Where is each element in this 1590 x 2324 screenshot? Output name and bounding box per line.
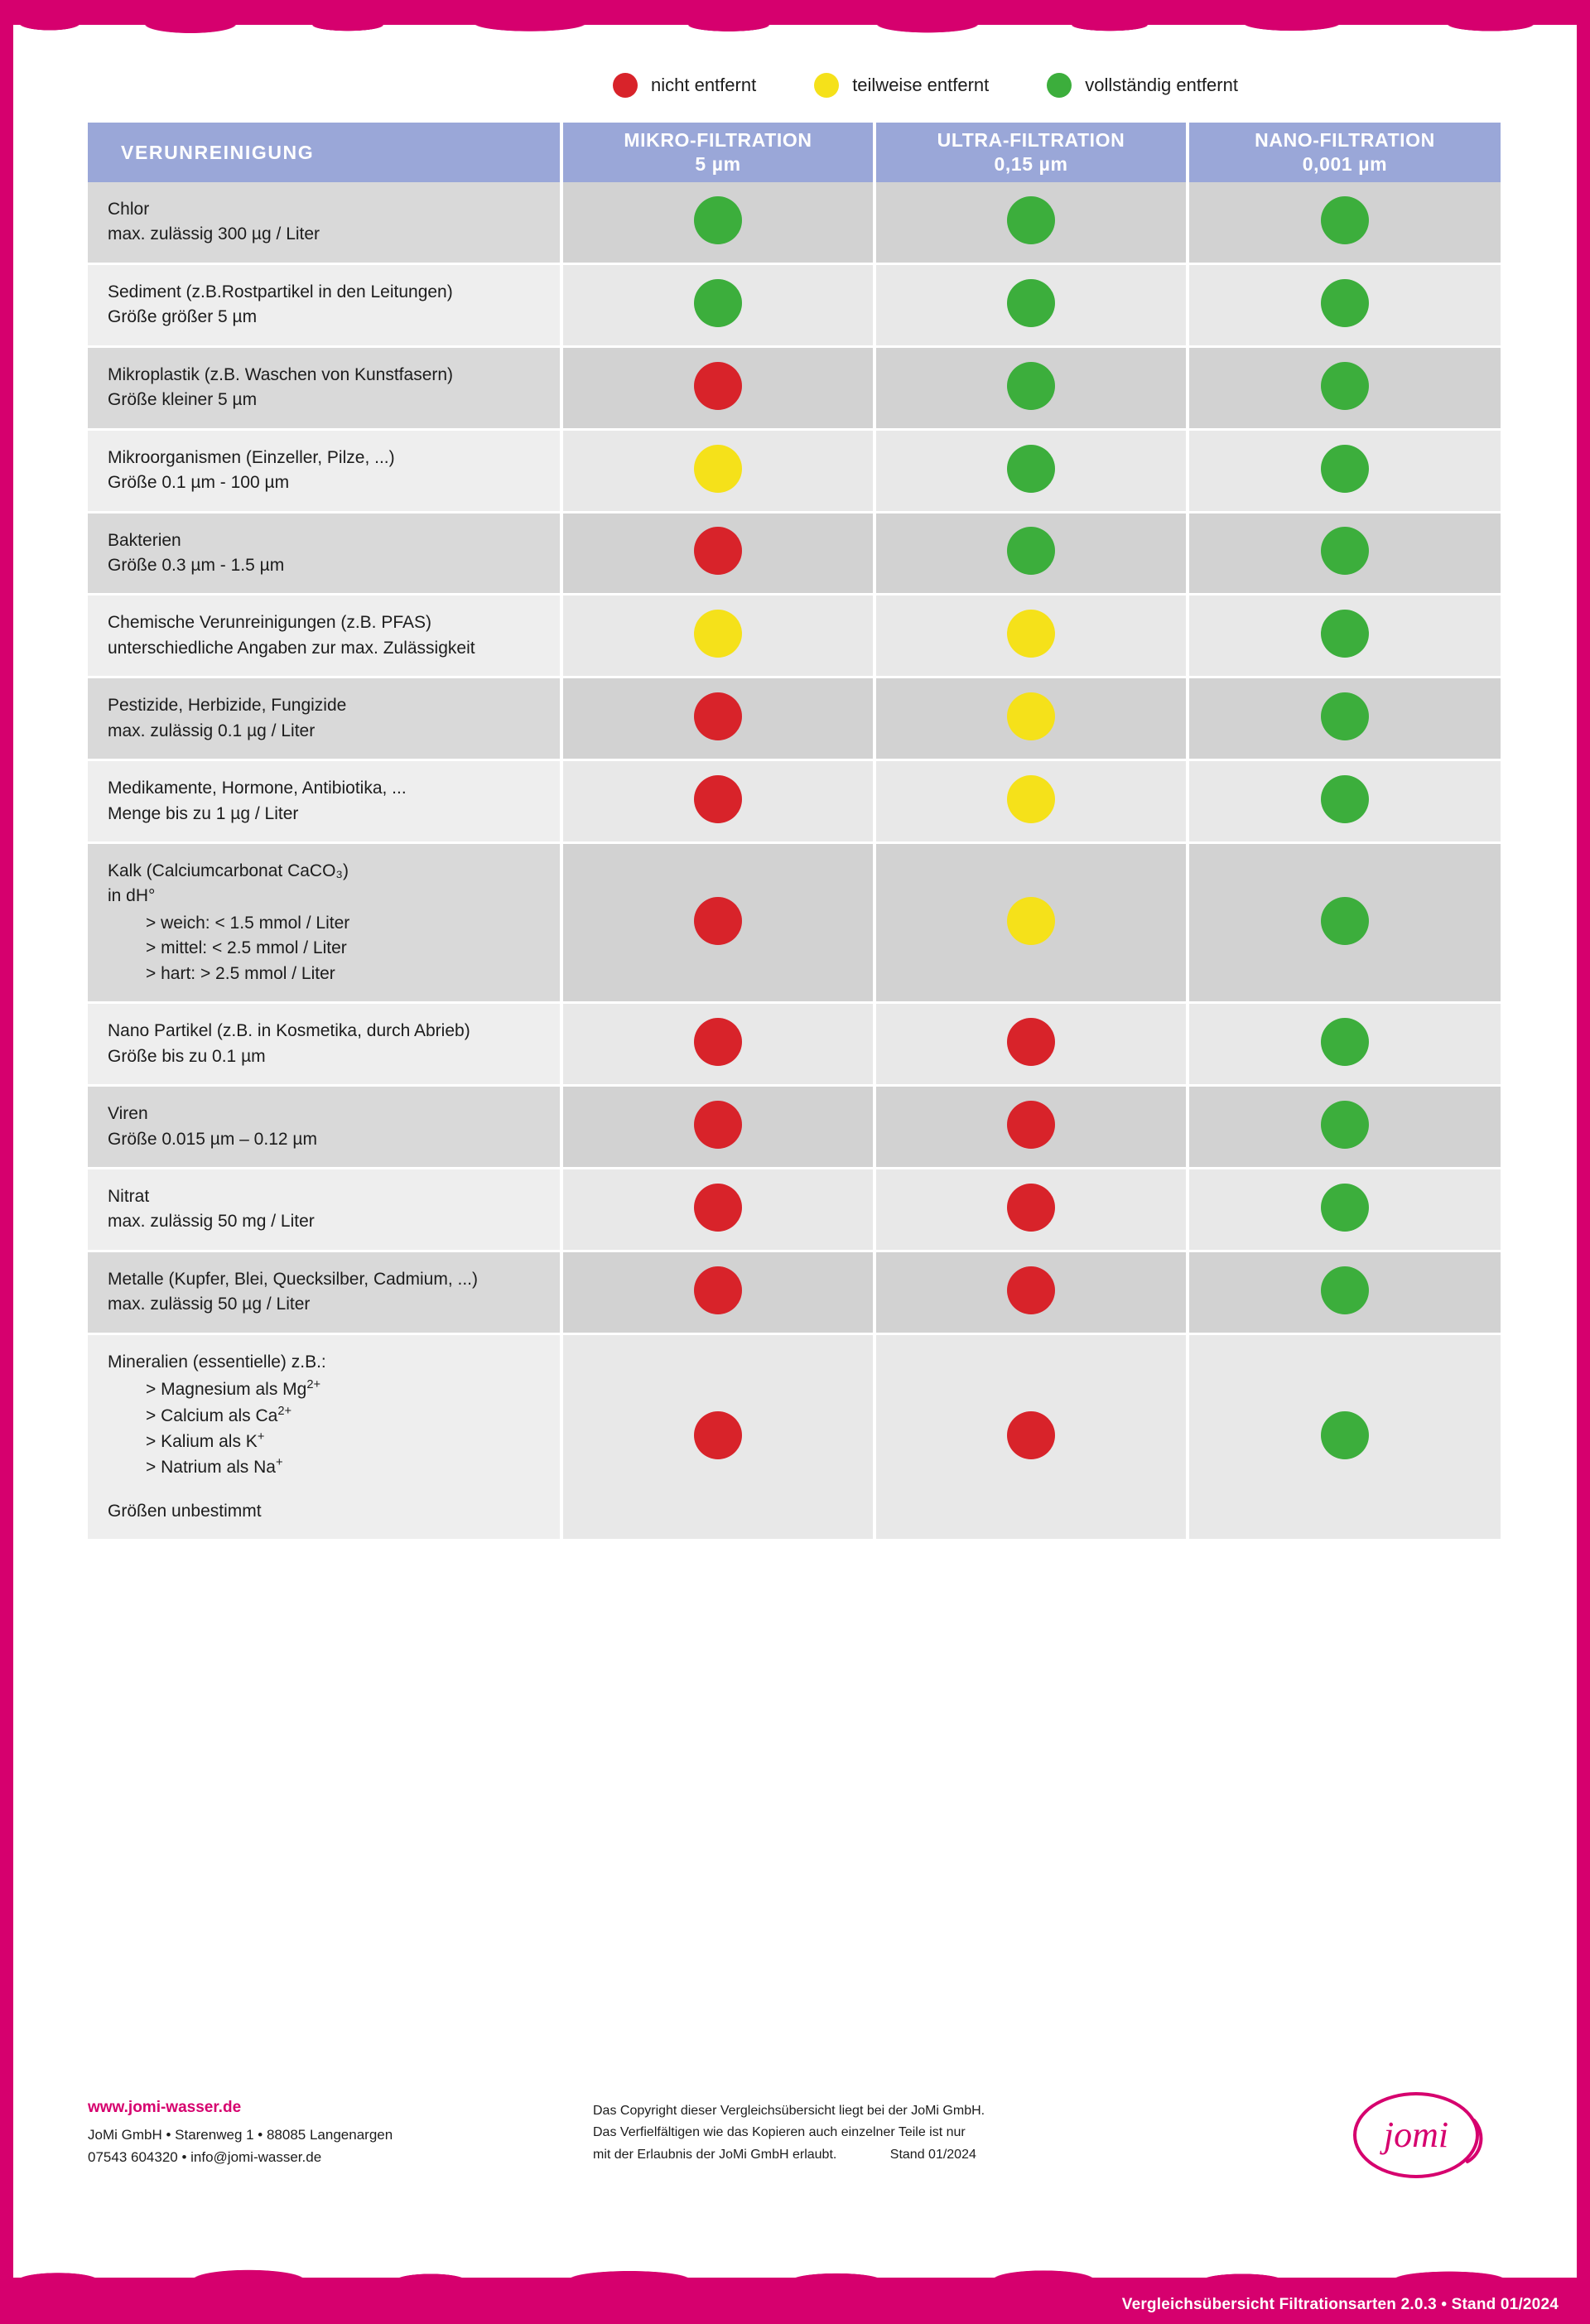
status-green-dot-icon	[694, 279, 742, 327]
status-green-dot-icon	[1007, 445, 1055, 493]
status-green-dot-icon	[1321, 1018, 1369, 1066]
status-cell-nano	[1188, 677, 1501, 760]
status-cell-nano	[1188, 1168, 1501, 1251]
legend-item-yellow	[814, 73, 989, 98]
status-cell-micro	[561, 595, 874, 677]
status-cell-nano	[1188, 595, 1501, 677]
status-cell-nano	[1188, 843, 1501, 1003]
status-cell-ultra	[874, 182, 1188, 263]
contaminant-label-cell	[88, 1086, 561, 1169]
status-cell-ultra	[874, 595, 1188, 677]
contaminant-line: Menge bis zu 1 µg / Liter	[108, 803, 299, 823]
status-red-dot-icon	[694, 527, 742, 575]
status-cell-micro	[561, 760, 874, 843]
legend-item-label: nicht entfernt	[651, 75, 757, 95]
status-cell-micro	[561, 1251, 874, 1333]
legend-red-dot-icon	[613, 73, 638, 98]
status-green-dot-icon	[1321, 445, 1369, 493]
status-cell-micro	[561, 429, 874, 512]
status-red-dot-icon	[1007, 1266, 1055, 1314]
status-green-dot-icon	[1321, 897, 1369, 945]
status-red-dot-icon	[694, 1101, 742, 1149]
status-cell-micro	[561, 1333, 874, 1540]
status-cell-ultra	[874, 1168, 1188, 1251]
legend-item-green	[1047, 73, 1238, 98]
column-header-ultra-filtration	[874, 123, 1188, 182]
status-cell-ultra	[874, 760, 1188, 843]
status-yellow-dot-icon	[1007, 775, 1055, 823]
contaminant-label-cell	[88, 1168, 561, 1251]
status-cell-ultra	[874, 263, 1188, 346]
status-green-dot-icon	[1321, 1411, 1369, 1459]
status-green-dot-icon	[1321, 610, 1369, 658]
contaminant-line: Größe bis zu 0.1 µm	[108, 1046, 266, 1066]
status-green-dot-icon	[1321, 1184, 1369, 1232]
contaminant-sublist	[146, 1377, 540, 1481]
table-header-row	[88, 123, 1501, 182]
status-cell-nano	[1188, 346, 1501, 429]
footer-copyright-line3-row	[593, 2144, 1173, 2166]
contaminant-label-cell	[88, 677, 561, 760]
status-green-dot-icon	[1007, 196, 1055, 244]
table-row	[88, 1003, 1501, 1086]
table-body	[88, 182, 1501, 1540]
contaminant-line: Sediment (z.B.Rostpartikel in den Leitungen)	[108, 282, 453, 301]
contaminant-line: max. zulässig 50 µg / Liter	[108, 1295, 311, 1314]
status-red-dot-icon	[694, 1018, 742, 1066]
status-red-dot-icon	[694, 362, 742, 410]
table-row	[88, 263, 1501, 346]
column-header-contaminant: VERUNREINIGUNG	[88, 123, 561, 182]
status-red-dot-icon	[1007, 1018, 1055, 1066]
footer-copyright-line2: Das Verfielfältigen wie das Kopieren auch einzelner Teile ist nur	[593, 2125, 966, 2140]
table-row	[88, 595, 1501, 677]
table-row	[88, 1086, 1501, 1169]
legend-item-label: vollständig entfernt	[1085, 75, 1238, 95]
status-cell-micro	[561, 263, 874, 346]
status-cell-ultra	[874, 843, 1188, 1003]
column-header-nano-filtration	[1188, 123, 1501, 182]
status-cell-micro	[561, 843, 874, 1003]
legend-item-red	[613, 73, 756, 98]
contaminant-line: Nano Partikel (z.B. in Kosmetika, durch Abrieb)	[108, 1021, 470, 1041]
status-cell-micro	[561, 1003, 874, 1086]
column-header-ultra-title: ULTRA-FILTRATION	[937, 129, 1125, 152]
table-row	[88, 1168, 1501, 1251]
status-red-dot-icon	[1007, 1411, 1055, 1459]
status-cell-nano	[1188, 429, 1501, 512]
contaminant-line: Chemische Verunreinigungen (z.B. PFAS)	[108, 613, 432, 633]
status-cell-nano	[1188, 1003, 1501, 1086]
table-row	[88, 512, 1501, 595]
status-cell-micro	[561, 677, 874, 760]
status-cell-ultra	[874, 346, 1188, 429]
column-header-ultra-sub: 0,15 µm	[994, 153, 1068, 175]
contaminant-line: Kalk (Calciumcarbonat CaCO₃)	[108, 861, 349, 880]
status-cell-nano	[1188, 263, 1501, 346]
contaminant-label-cell	[88, 1251, 561, 1333]
status-green-dot-icon	[1321, 196, 1369, 244]
right-edge-band	[1577, 25, 1590, 2278]
footer-stand: Stand 01/2024	[889, 2147, 976, 2162]
status-red-dot-icon	[694, 692, 742, 740]
contaminant-line: Größe 0.1 µm - 100 µm	[108, 473, 290, 493]
left-edge-band	[0, 25, 13, 2278]
column-header-micro-sub: 5 µm	[695, 153, 741, 175]
legend-item-label: teilweise entfernt	[852, 75, 990, 95]
contaminant-label-cell	[88, 1333, 561, 1540]
contaminant-label-cell	[88, 843, 561, 1003]
table-row	[88, 1333, 1501, 1540]
footer-copyright-block	[593, 2100, 1173, 2166]
status-cell-nano	[1188, 1086, 1501, 1169]
contaminant-line: max. zulässig 50 mg / Liter	[108, 1212, 315, 1232]
status-red-dot-icon	[694, 1411, 742, 1459]
contaminant-label-cell	[88, 263, 561, 346]
contaminant-line: Nitrat	[108, 1186, 150, 1206]
contaminant-line: Pestizide, Herbizide, Fungizide	[108, 696, 347, 716]
contaminant-line: Bakterien	[108, 530, 181, 550]
column-header-micro-filtration	[561, 123, 874, 182]
logo-wordmark: jomi	[1383, 2114, 1449, 2155]
column-header-micro-title: MIKRO-FILTRATION	[624, 129, 812, 152]
status-green-dot-icon	[1321, 1266, 1369, 1314]
status-red-dot-icon	[694, 1266, 742, 1314]
status-cell-ultra	[874, 429, 1188, 512]
status-cell-nano	[1188, 1333, 1501, 1540]
contaminant-label-cell	[88, 760, 561, 843]
contaminant-subline: > hart: > 2.5 mmol / Liter	[146, 963, 335, 983]
footer-company-block	[88, 2095, 552, 2168]
status-green-dot-icon	[1321, 527, 1369, 575]
table-row	[88, 843, 1501, 1003]
contaminant-line: Mineralien (essentielle) z.B.:	[108, 1352, 326, 1372]
contaminant-line: Mikroplastik (z.B. Waschen von Kunstfasern)	[108, 364, 454, 384]
contaminant-line: in dH°	[108, 886, 156, 906]
contaminant-line: Viren	[108, 1104, 148, 1124]
status-cell-ultra	[874, 1251, 1188, 1333]
status-green-dot-icon	[694, 196, 742, 244]
status-green-dot-icon	[1007, 527, 1055, 575]
table-header	[88, 123, 1501, 182]
footer-copyright-line1: Das Copyright dieser Vergleichsübersicht liegt bei der JoMi GmbH.	[593, 2104, 985, 2118]
contaminant-label-cell	[88, 512, 561, 595]
status-cell-ultra	[874, 1003, 1188, 1086]
contaminant-label-cell	[88, 182, 561, 263]
footer-address: JoMi GmbH • Starenweg 1 • 88085 Langenargen	[88, 2127, 393, 2143]
contaminant-label-cell	[88, 429, 561, 512]
status-yellow-dot-icon	[694, 610, 742, 658]
contaminant-line: Größe 0.3 µm - 1.5 µm	[108, 555, 285, 575]
status-red-dot-icon	[694, 1184, 742, 1232]
status-cell-nano	[1188, 182, 1501, 263]
table-row	[88, 760, 1501, 843]
status-cell-ultra	[874, 1333, 1188, 1540]
table-row	[88, 346, 1501, 429]
contaminant-subline: > Natrium als Na+	[146, 1456, 283, 1478]
contaminant-line: max. zulässig 0.1 µg / Liter	[108, 721, 316, 740]
status-cell-micro	[561, 182, 874, 263]
table-row	[88, 1251, 1501, 1333]
status-cell-micro	[561, 512, 874, 595]
contaminant-label-cell	[88, 595, 561, 677]
status-red-dot-icon	[694, 897, 742, 945]
contaminant-line: Größe kleiner 5 µm	[108, 390, 258, 410]
status-cell-micro	[561, 1168, 874, 1251]
contaminant-subline: > Kalium als K+	[146, 1430, 265, 1451]
column-header-nano-title: NANO-FILTRATION	[1255, 129, 1435, 152]
status-red-dot-icon	[1007, 1101, 1055, 1149]
status-cell-ultra	[874, 1086, 1188, 1169]
status-green-dot-icon	[1321, 692, 1369, 740]
status-cell-nano	[1188, 1251, 1501, 1333]
legend-green-dot-icon	[1047, 73, 1072, 98]
status-cell-micro	[561, 1086, 874, 1169]
column-header-nano-sub: 0,001 µm	[1302, 153, 1388, 175]
contaminant-line: unterschiedliche Angaben zur max. Zulässigkeit	[108, 638, 475, 658]
contaminant-line: Mikroorganismen (Einzeller, Pilze, ...)	[108, 447, 395, 467]
footer-strip-text: Vergleichsübersicht Filtrationsarten 2.0.3 • Stand 01/2024	[1121, 2296, 1559, 2313]
table-row	[88, 429, 1501, 512]
footer-website-link[interactable]: www.jomi-wasser.de	[88, 2099, 242, 2116]
contaminant-label-cell	[88, 346, 561, 429]
footer-contact: 07543 604320 • info@jomi-wasser.de	[88, 2148, 322, 2165]
legend-yellow-dot-icon	[814, 73, 839, 98]
table-row	[88, 677, 1501, 760]
status-cell-ultra	[874, 677, 1188, 760]
footer	[88, 2095, 1501, 2211]
contaminant-line: Größe größer 5 µm	[108, 307, 258, 327]
status-cell-nano	[1188, 512, 1501, 595]
contaminant-subline: > mittel: < 2.5 mmol / Liter	[146, 938, 347, 958]
contaminant-line: Größe 0.015 µm – 0.12 µm	[108, 1129, 317, 1149]
top-brush-band	[0, 0, 1590, 25]
status-green-dot-icon	[1321, 1101, 1369, 1149]
status-yellow-dot-icon	[1007, 610, 1055, 658]
contaminant-line: max. zulässig 300 µg / Liter	[108, 224, 320, 244]
contaminant-subline: > Magnesium als $Mg^{2+}$	[146, 1378, 321, 1400]
status-yellow-dot-icon	[1007, 692, 1055, 740]
status-green-dot-icon	[1321, 362, 1369, 410]
status-red-dot-icon	[1007, 1184, 1055, 1232]
footer-copyright-line3: mit der Erlaubnis der JoMi GmbH erlaubt.	[593, 2147, 837, 2162]
contaminant-note: Größen unbestimmt	[108, 1501, 262, 1521]
contaminant-line: Metalle (Kupfer, Blei, Quecksilber, Cadmium, ...)	[108, 1269, 478, 1289]
status-cell-ultra	[874, 512, 1188, 595]
top-brush-edge	[0, 23, 1590, 41]
status-green-dot-icon	[1007, 279, 1055, 327]
table-row	[88, 182, 1501, 263]
status-green-dot-icon	[1321, 775, 1369, 823]
contaminant-subline: > weich: < 1.5 mmol / Liter	[146, 913, 350, 933]
contaminant-line: Chlor	[108, 200, 150, 219]
status-green-dot-icon	[1321, 279, 1369, 327]
status-cell-micro	[561, 346, 874, 429]
contaminant-label-cell	[88, 1003, 561, 1086]
filtration-comparison-table	[88, 123, 1501, 1541]
contaminant-line: Medikamente, Hormone, Antibiotika, ...	[108, 779, 407, 798]
status-green-dot-icon	[1007, 362, 1055, 410]
status-cell-nano	[1188, 760, 1501, 843]
contaminant-subline: > Calcium als $Ca^{2+}$	[146, 1404, 292, 1425]
status-yellow-dot-icon	[694, 445, 742, 493]
legend	[613, 73, 1491, 98]
status-red-dot-icon	[694, 775, 742, 823]
jomi-logo	[1343, 2082, 1492, 2190]
contaminant-sublist	[146, 911, 540, 986]
status-yellow-dot-icon	[1007, 897, 1055, 945]
